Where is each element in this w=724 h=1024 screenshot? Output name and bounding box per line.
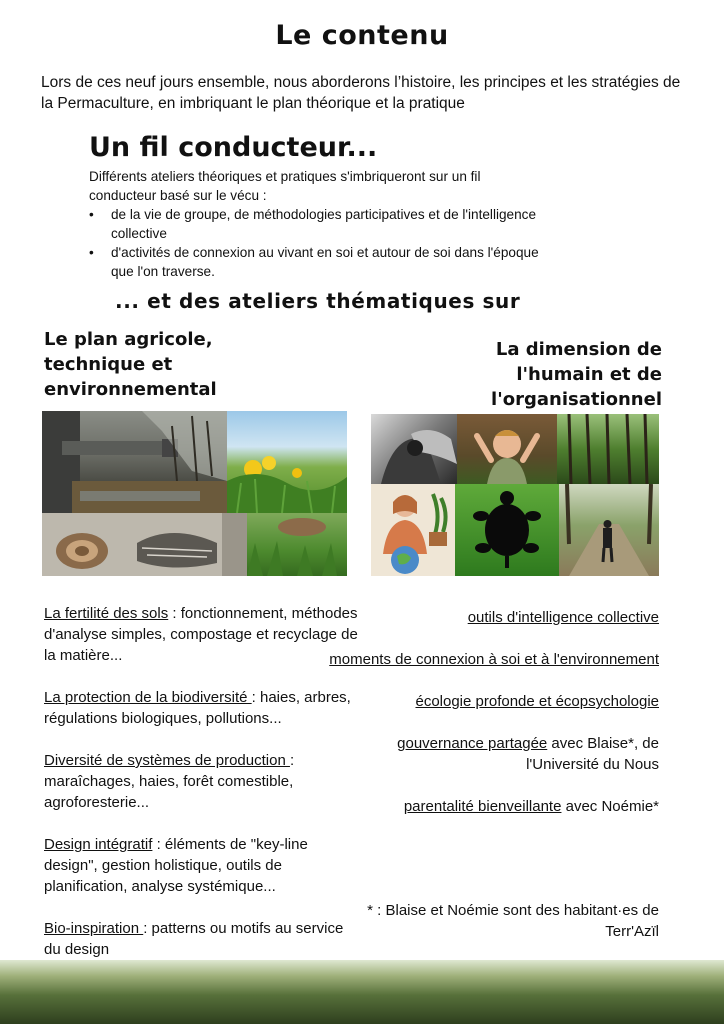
fil-conducteur-text [89,167,539,281]
happy-child-photo [457,414,557,484]
bullet-item: • de la vie de groupe, de méthodologies participatives et de l'intelligence collective [111,205,539,243]
bird-grass-photo [247,513,347,576]
human-photo-collage [371,414,659,576]
fil-conducteur-intro: Différents ateliers théoriques et pratiques s'imbriqueront sur un fil conducteur basé sur le vécu : [89,169,481,203]
hands-photo [371,414,457,484]
topic-title: Diversité de systèmes de production [44,752,290,769]
right-column-heading [382,337,662,412]
topic-title: La fertilité des sols [44,605,169,622]
topic-title: Design intégratif [44,836,153,853]
footnote: * : Blaise et Noémie sont des habitant·es de Terr'Azïl [367,902,659,940]
bullet-item: • d'activités de connexion au vivant en soi et autour de soi dans l'époque que l'on traverse. [111,243,539,281]
topic-title: La protection de la biodiversité [44,689,252,706]
forest-photo [557,414,659,484]
list-item [329,649,659,670]
fil-conducteur-bullets [89,205,539,281]
topic-description: avec Blaise*, de l'Université du Nous [526,735,659,773]
list-item [329,607,659,628]
topic-description: : maraîchages, haies, forêt comestible, agroforesterie... [44,752,295,811]
woman-globe-illustration [371,484,455,576]
heading-line: technique et [44,354,173,375]
right-topic-list [329,607,659,817]
topic-description: : éléments de "key-line design", gestion holistique, outils de planification, analyse systémique... [44,836,308,895]
ateliers-heading: ... et des ateliers thématiques sur [115,289,521,313]
page-title: Le contenu [275,20,449,51]
dandelion-meadow-photo [227,411,347,513]
topic-title: parentalité bienveillante [403,798,562,815]
heading-line: l'organisationnel [491,389,662,410]
heading-line: La dimension de [495,339,662,360]
snail-log-photo [42,513,247,576]
forest-path-walker-photo [559,484,659,576]
list-item [44,603,364,666]
heading-line: Le plan agricole, [44,329,213,350]
topic-description: : haies, arbres, régulations biologiques, pollutions... [44,689,351,727]
water-pipe-photo [42,411,227,513]
topic-title: gouvernance partagée [397,735,548,752]
topic-description: avec Noémie* [561,798,659,815]
topic-title: écologie profonde et écopsychologie [415,693,659,710]
list-item [329,733,659,775]
footer-nature-photo [0,960,724,1024]
heading-line: environnemental [44,379,217,400]
agriculture-photo-collage [42,411,347,576]
intro-paragraph: Lors de ces neuf jours ensemble, nous aborderons l’histoire, les principes et les stratégies de la Permaculture, en imbriquant le plan théorique et la pratique [41,74,681,112]
left-topic-list [44,603,364,960]
topic-description: : patterns ou motifs au service du design [44,920,344,958]
turtle-silhouette-photo [455,484,559,576]
list-item [44,834,364,897]
list-item [329,691,659,712]
list-item [329,796,659,817]
left-column-heading [44,327,324,402]
fil-conducteur-heading: Un fil conducteur... [89,132,378,163]
list-item [44,750,364,813]
topic-title: moments de connexion à soi et à l'environnement [329,651,659,668]
topic-description: : fonctionnement, méthodes d'analyse simples, compostage et recyclage de la matière... [44,605,358,664]
list-item [44,918,364,960]
list-item [44,687,364,729]
topic-title: outils d'intelligence collective [467,609,659,626]
topic-title: Bio-inspiration [44,920,144,937]
heading-line: l'humain et de [516,364,662,385]
